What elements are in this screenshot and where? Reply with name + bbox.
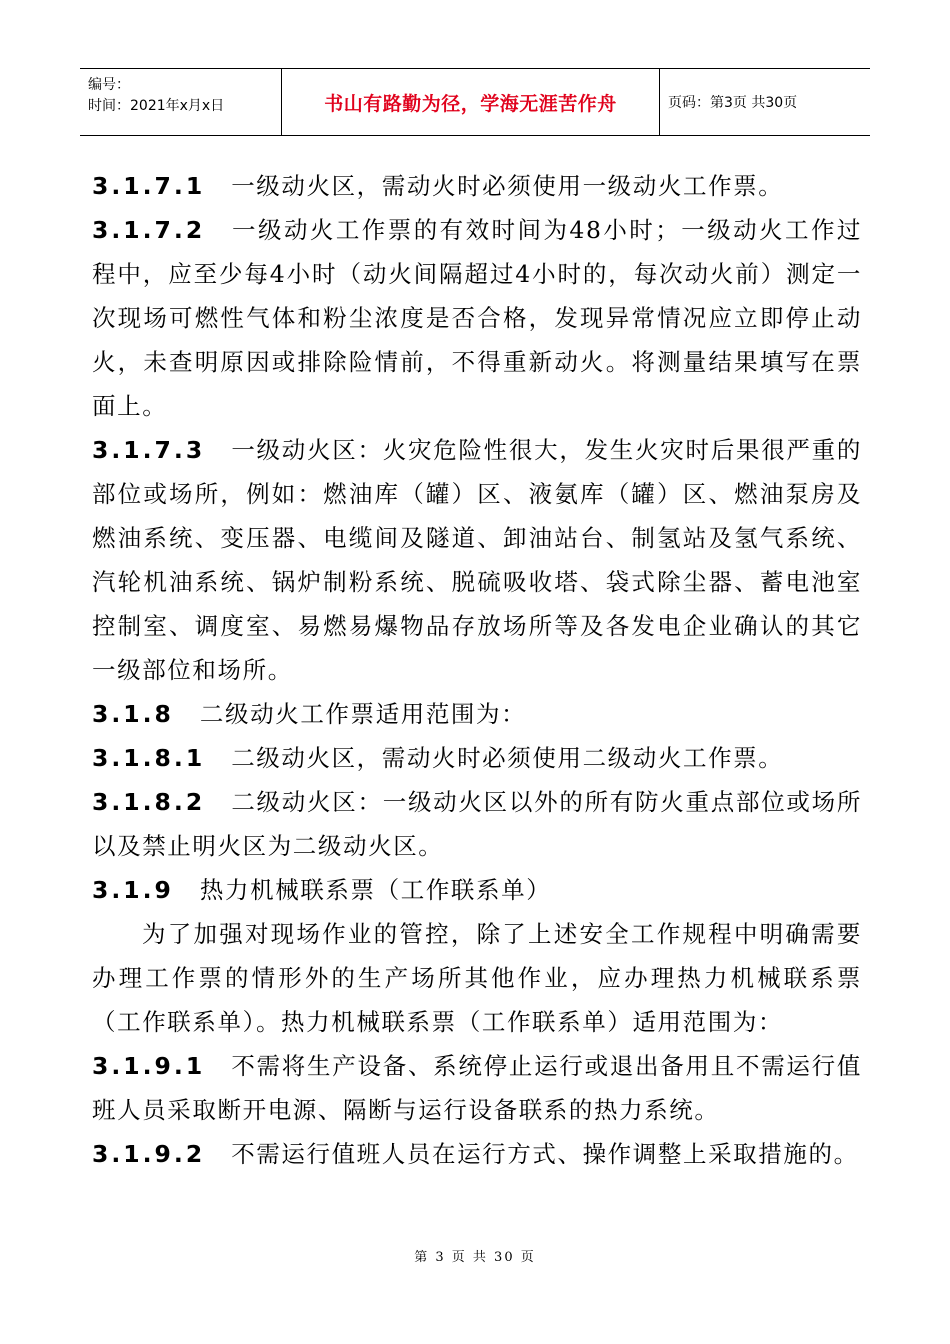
page-header	[80, 68, 870, 136]
paragraph-3-1-9-1	[92, 1044, 862, 1132]
paragraph-text: 不需运行值班人员在运行方式、操作调整上采取措施的。	[231, 1140, 859, 1168]
paragraph-3-1-7-1	[92, 164, 862, 208]
document-body	[92, 164, 862, 1176]
motto-text: 书山有路勤为径，学海无涯苦作舟	[324, 92, 617, 115]
paragraph-text: 一级动火区：火灾危险性很大，发生火灾时后果很严重的部位或场所，例如：燃油库（罐）区、液氨库（罐）区、燃油泵房及燃油系统、变压器、电缆间及隧道、卸油站台、制氢站及氢气系统、汽轮机油系统、锅炉制粉系统、脱硫吸收塔、袋式除尘器、蓄电池室控制室、调度室、易燃易爆物品存放场所等及各发电企业确认的其它一级部位和场所。	[92, 436, 862, 684]
header-meta	[80, 69, 282, 135]
paragraph-text: 为了加强对现场作业的管控，除了上述安全工作规程中明确需要办理工作票的情形外的生产场所其他作业，应办理热力机械联系票（工作联系单）。热力机械联系票（工作联系单）适用范围为：	[92, 920, 862, 1036]
footer-page-number: 第 3 页 共 30 页	[414, 1250, 536, 1265]
paragraph-3-1-9	[92, 868, 862, 912]
paragraph-3-1-8-2	[92, 780, 862, 868]
paragraph-text: 一级动火区，需动火时必须使用一级动火工作票。	[231, 172, 784, 200]
section-number: 3.1.8	[92, 700, 174, 728]
section-number: 3.1.9	[92, 876, 174, 904]
paragraph-text: 二级动火区，需动火时必须使用二级动火工作票。	[231, 744, 784, 772]
paragraph-3-1-7-2	[92, 208, 862, 428]
document-time: 时间：2021年x月x日	[88, 98, 225, 114]
page-indicator: 页码：第3页 共30页	[668, 95, 798, 111]
paragraph-3-1-7-3	[92, 428, 862, 692]
paragraph-3-1-9-2	[92, 1132, 862, 1176]
paragraph-text: 二级动火区：一级动火区以外的所有防火重点部位或场所以及禁止明火区为二级动火区。	[92, 788, 862, 860]
header-motto	[282, 69, 660, 135]
section-number: 3.1.9.1	[92, 1052, 206, 1080]
section-number: 3.1.8.1	[92, 744, 206, 772]
paragraph-text: 一级动火工作票的有效时间为48小时；一级动火工作过程中，应至少每4小时（动火间隔超过4小时的，每次动火前）测定一次现场可燃性气体和粉尘浓度是否合格，发现异常情况应立即停止动火，未查明原因或排除险情前，不得重新动火。将测量结果填写在票面上。	[92, 216, 862, 420]
page-footer	[0, 1246, 950, 1265]
section-number: 3.1.9.2	[92, 1140, 206, 1168]
paragraph-text: 热力机械联系票（工作联系单）	[199, 876, 552, 904]
section-number: 3.1.8.2	[92, 788, 206, 816]
paragraph-3-1-8-1	[92, 736, 862, 780]
header-page-info	[660, 69, 870, 135]
document-number: 编号：	[88, 77, 130, 93]
section-number: 3.1.7.2	[92, 216, 206, 244]
section-number: 3.1.7.1	[92, 172, 206, 200]
paragraph-intro	[92, 912, 862, 1044]
section-number: 3.1.7.3	[92, 436, 206, 464]
paragraph-3-1-8	[92, 692, 862, 736]
paragraph-text: 不需将生产设备、系统停止运行或退出备用且不需运行值班人员采取断开电源、隔断与运行设备联系的热力系统。	[92, 1052, 862, 1124]
paragraph-text: 二级动火工作票适用范围为：	[199, 700, 527, 728]
